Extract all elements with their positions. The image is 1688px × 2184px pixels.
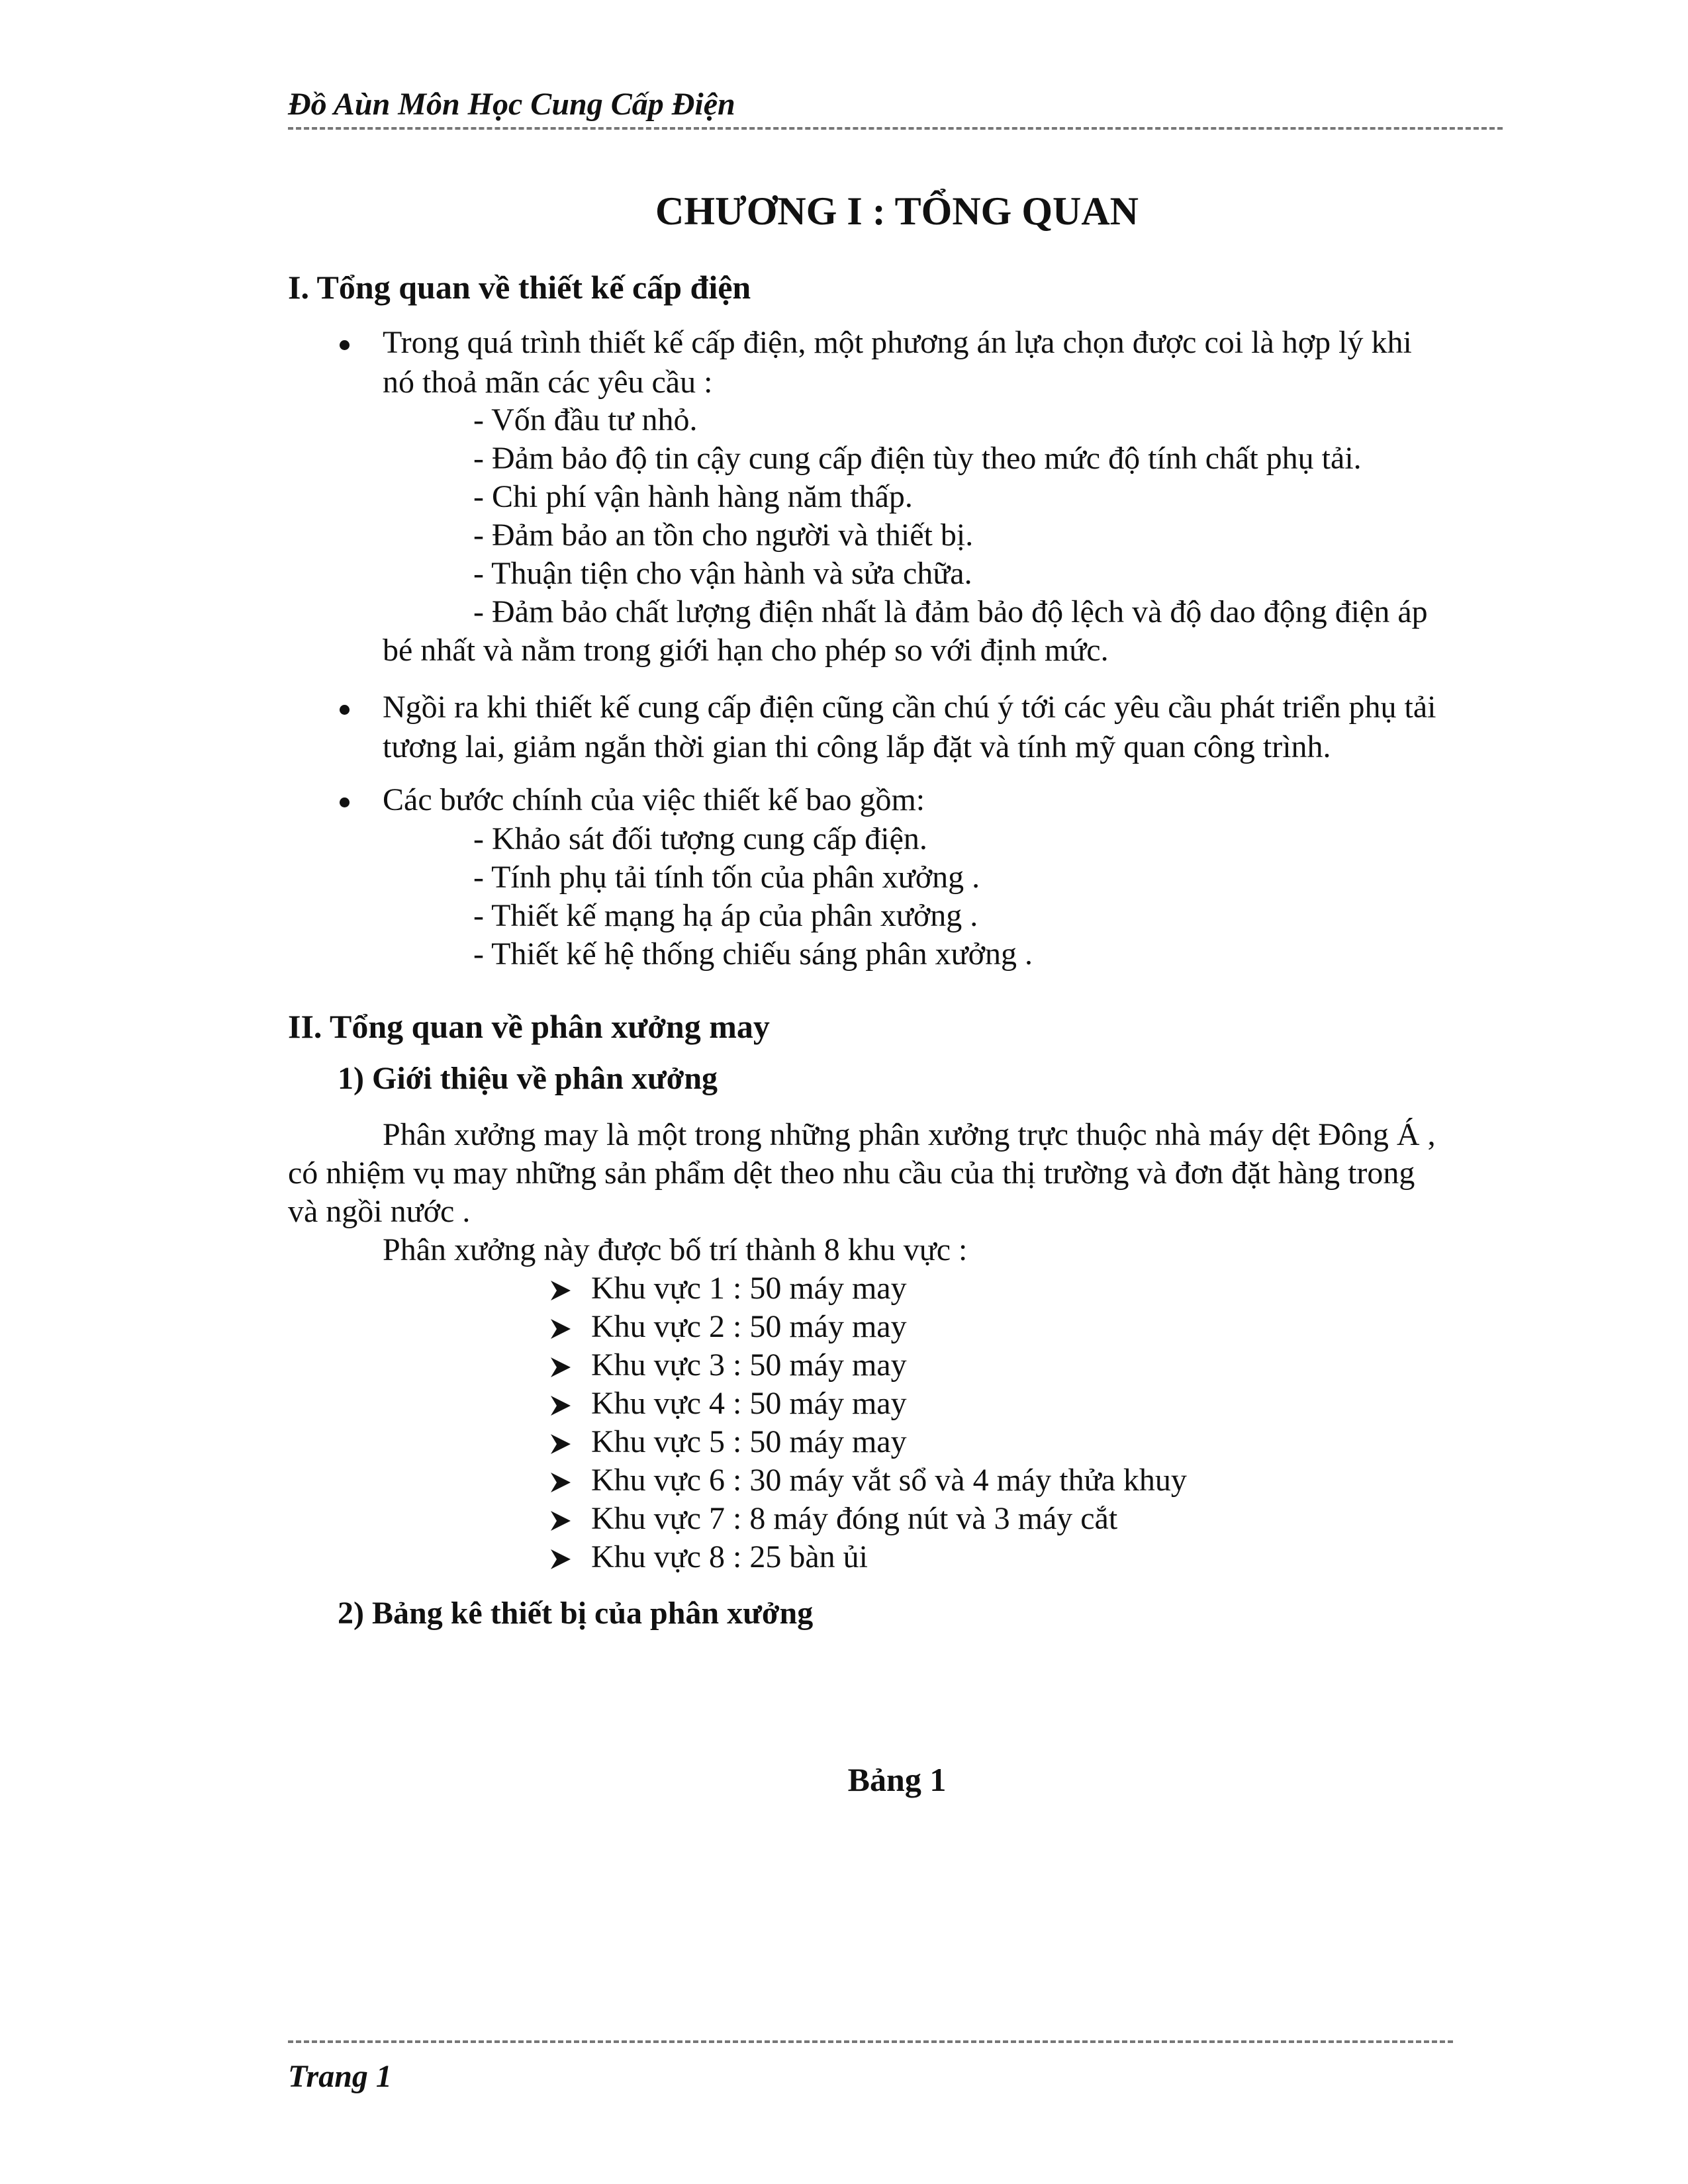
area-item: Khu vực 1 : 50 máy may <box>591 1271 907 1306</box>
bullet-icon <box>340 340 350 350</box>
requirement-item: - Đảm bảo chất lượng điện nhất là đảm bảo độ lệch và độ dao động điện áp <box>473 594 1428 629</box>
header-rule <box>288 127 1503 130</box>
requirement-item: - Đảm bảo an tồn cho người và thiết bị. <box>473 518 974 553</box>
step-item: - Thiết kế mạng hạ áp của phân xưởng . <box>473 898 978 933</box>
arrow-bullet-icon <box>549 1471 572 1494</box>
intro-paragraph-line1: Phân xưởng may là một trong những phân xưởng trực thuộc nhà máy dệt Đông Á , <box>383 1117 1436 1152</box>
table-caption: Bảng 1 <box>847 1761 947 1798</box>
arrow-bullet-icon <box>549 1548 572 1570</box>
area-item: Khu vực 3 : 50 máy may <box>591 1347 907 1383</box>
bullet3-line1: Các bước chính của việc thiết kế bao gồm: <box>383 782 925 817</box>
requirement-item: - Vốn đầu tư nhỏ. <box>473 402 698 437</box>
section2-heading: II. Tổng quan về phân xưởng may <box>288 1008 770 1045</box>
section1-heading: I. Tổng quan về thiết kế cấp điện <box>288 269 751 306</box>
requirement-item: - Chi phí vận hành hàng năm thấp. <box>473 479 913 514</box>
bullet-icon <box>340 705 350 715</box>
chapter-title: CHƯƠNG I : TỔNG QUAN <box>655 189 1139 233</box>
header-title: Đồ Aùn Môn Học Cung Cấp Điện <box>288 87 735 122</box>
area-item: Khu vực 7 : 8 máy đóng nút và 3 máy cắt <box>591 1501 1118 1536</box>
requirement-item: - Thuận tiện cho vận hành và sửa chữa. <box>473 556 972 591</box>
area-item: Khu vực 4 : 50 máy may <box>591 1386 907 1421</box>
step-item: - Tính phụ tải tính tốn của phân xưởng . <box>473 860 980 895</box>
intro-paragraph-line3: và ngồi nước . <box>288 1194 471 1229</box>
intro-paragraph-line2: có nhiệm vụ may những sản phẩm dệt theo nhu cầu của thị trường và đơn đặt hàng trong <box>288 1156 1415 1191</box>
subsection2-heading: 2) Bảng kê thiết bị của phân xưởng <box>338 1596 814 1631</box>
step-item: - Thiết kế hệ thống chiếu sáng phân xưởng . <box>473 936 1033 972</box>
arrow-bullet-icon <box>549 1318 572 1340</box>
bullet-icon <box>340 797 350 807</box>
arrow-bullet-icon <box>549 1356 572 1379</box>
area-item: Khu vực 6 : 30 máy vắt sổ và 4 máy thửa khuy <box>591 1463 1187 1498</box>
areas-intro: Phân xưởng này được bố trí thành 8 khu vực : <box>383 1232 968 1267</box>
area-item: Khu vực 2 : 50 máy may <box>591 1309 907 1344</box>
arrow-bullet-icon <box>549 1279 572 1302</box>
footer-rule <box>288 2040 1453 2043</box>
bullet1-line1: Trong quá trình thiết kế cấp điện, một phương án lựa chọn được coi là hợp lý khi <box>383 325 1412 360</box>
arrow-bullet-icon <box>549 1394 572 1417</box>
arrow-bullet-icon <box>549 1510 572 1532</box>
area-item: Khu vực 8 : 25 bàn ủi <box>591 1539 868 1574</box>
area-item: Khu vực 5 : 50 máy may <box>591 1424 907 1459</box>
bullet2-line1: Ngồi ra khi thiết kế cung cấp điện cũng cần chú ý tới các yêu cầu phát triển phụ tải <box>383 690 1436 725</box>
requirement-continuation: bé nhất và nằm trong giới hạn cho phép so với định mức. <box>383 633 1109 668</box>
page-number: Trang 1 <box>288 2059 392 2094</box>
bullet2-line2: tương lai, giảm ngắn thời gian thi công lắp đặt và tính mỹ quan công trình. <box>383 729 1331 764</box>
step-item: - Khảo sát đối tượng cung cấp điện. <box>473 821 927 856</box>
requirement-item: - Đảm bảo độ tin cậy cung cấp điện tùy theo mức độ tính chất phụ tải. <box>473 441 1362 476</box>
arrow-bullet-icon <box>549 1433 572 1455</box>
bullet1-line2: nó thoả mãn các yêu cầu : <box>383 365 713 400</box>
subsection1-heading: 1) Giới thiệu về phân xưởng <box>338 1061 718 1096</box>
